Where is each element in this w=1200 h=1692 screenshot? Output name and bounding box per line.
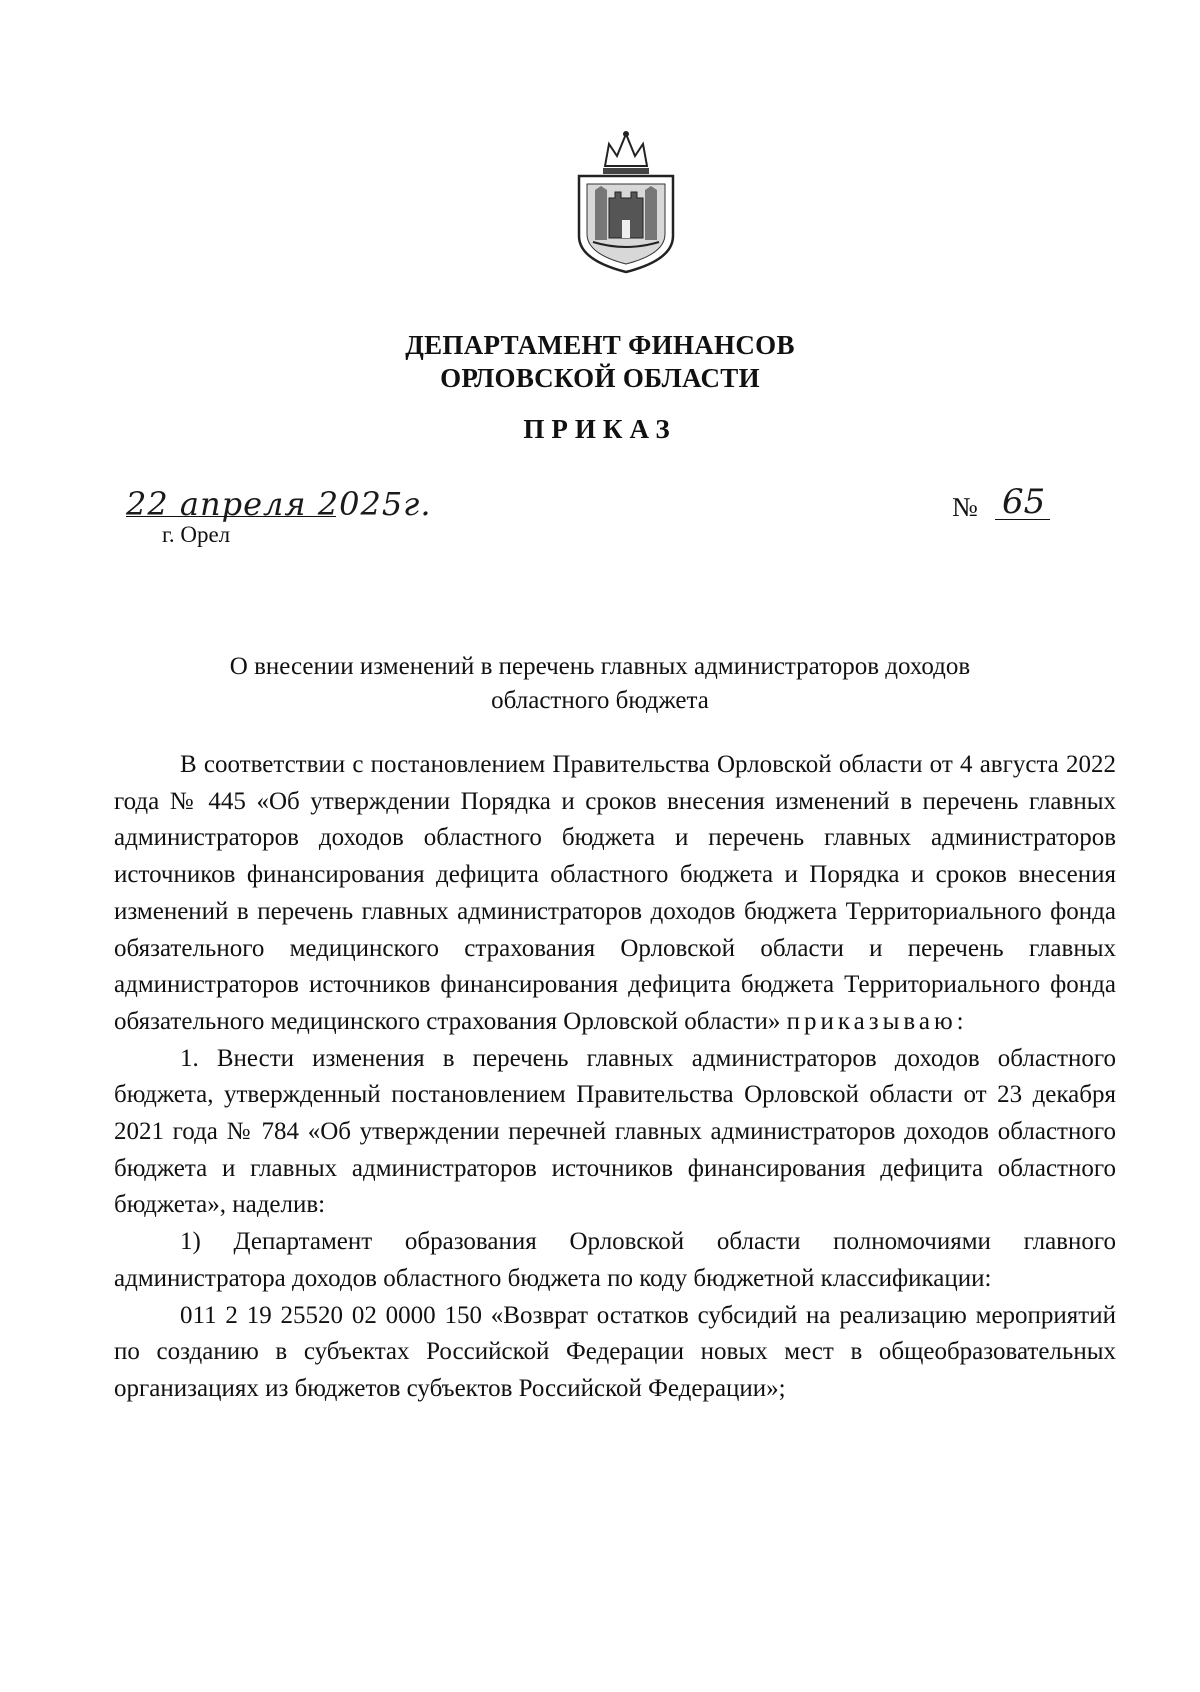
point-1: 1. Внести изменения в перечень главных администраторов доходов областного бюджета, утвержденный постановлением Правительства Орловской области от 23 декабря 2021 года № 784 «Об утверждении перечней главных администраторов доходов областного бюджета и главных администраторов источников финансирования дефицита областного бюджета», наделив: (114, 1044, 1116, 1219)
subject-line2: областного бюджета (491, 687, 709, 714)
coat-of-arms-icon (565, 128, 687, 276)
number-underline (995, 519, 1050, 520)
subpoint-1: 1) Департамент образования Орловской области полномочиями главного администратора доходов областного бюджета по коду бюджетной классификации: (114, 1228, 1116, 1292)
document-type-title: ПРИКАЗ (523, 414, 677, 444)
subject-line1: О внесении изменений в перечень главных администраторов доходов (229, 653, 971, 680)
number-label: № (952, 492, 978, 522)
handwritten-number: 65 (1002, 482, 1046, 522)
date-underline (126, 516, 336, 517)
handwritten-date: 22 апреля 2025г. (126, 485, 432, 523)
preamble-text: В соответствии с постановлением Правительства Орловской области от 4 августа 2022 года № 445 «Об утверждении Порядка и сроков внесения изменений в перечень главных администраторов доходов областного бюджета и перечень главных администраторов источников финансирования дефицита областного бюджета и Порядка и сроков внесения изменений в перечень главных администраторов доходов бюджета Территориального фонда обязательного медицинского страхования Орловской области и перечень главных администраторов источников финансирования дефицита бюджета Территориального фонда обязательного медицинского страхования Орловской области» (114, 751, 1116, 1035)
order-subject (0, 650, 1200, 718)
order-word: приказываю: (786, 1007, 968, 1035)
preamble-paragraph (114, 747, 1116, 1041)
order-body (114, 747, 1116, 1408)
city: г. Орел (162, 522, 231, 547)
department-name-line2: ОРЛОВСКОЙ ОБЛАСТИ (440, 363, 760, 393)
department-name-line1: ДЕПАРТАМЕНТ ФИНАНСОВ (405, 330, 795, 360)
budget-code-1: 011 2 19 25520 02 0000 150 «Возврат остатков субсидий на реализацию мероприятий по созданию в субъектах Российской Федерации новых мест в общеобразовательных организациях из бюджетов субъектов Российской Федерации»; (114, 1301, 1116, 1402)
